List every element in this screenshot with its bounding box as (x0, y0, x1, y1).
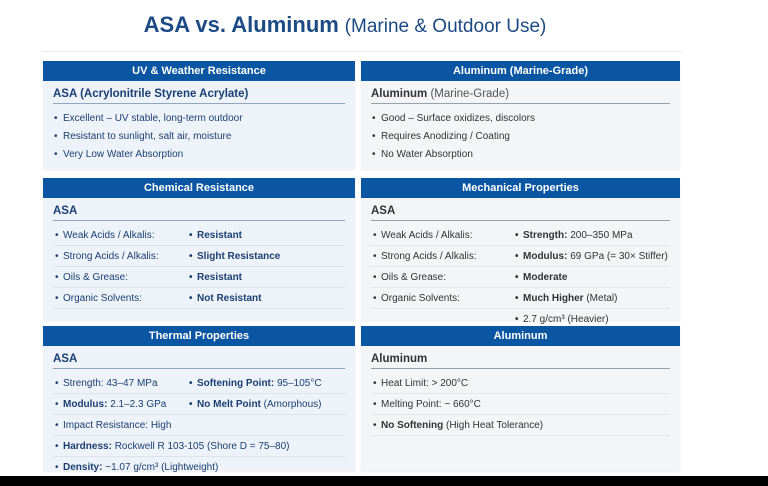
property-table (371, 225, 670, 329)
list-item: • Resistant to sunlight, salt air, moisture (53, 128, 345, 146)
list-item: • No Water Absorption (371, 146, 670, 164)
property-table (53, 373, 345, 477)
card-header: Mechanical Properties (361, 178, 680, 198)
table-row: • Weak Acids / Alkalis: • Resistant (53, 225, 345, 246)
property-table (53, 225, 345, 309)
list-item: • Very Low Water Absorption (53, 146, 345, 164)
table-row: • Strong Acids / Alkalis: • Modulus: 69 GPa (= 30× Stiffer) (371, 246, 670, 267)
card-header: UV & Weather Resistance (43, 61, 355, 81)
title-divider (42, 51, 682, 52)
table-row: • 2.7 g/cm³ (Heavier) (371, 309, 670, 329)
table-row: • Strength: 43–47 MPa • Softening Point: 95–105°C (53, 373, 345, 394)
table-row: • Impact Resistance: High (53, 415, 345, 436)
thermal-properties-card (43, 326, 355, 471)
title-sub: (Marine & Outdoor Use) (344, 16, 547, 37)
card-subheading: ASA (371, 205, 670, 221)
table-row: • Heat Limit: > 200°C (371, 373, 670, 394)
uv-weather-card (43, 61, 355, 169)
table-row: • Melting Point: ~ 660°C (371, 394, 670, 415)
card-header: Aluminum (361, 326, 680, 346)
table-row: • Oils & Grease: • Moderate (371, 267, 670, 288)
card-subheading: ASA (Acrylonitrile Styrene Acrylate) (53, 88, 345, 104)
card-header: Chemical Resistance (43, 178, 355, 198)
bullet-list (361, 110, 680, 164)
table-row: • Oils & Grease: • Resistant (53, 267, 345, 288)
card-subheading: ASA (53, 205, 345, 221)
list-item: • Excellent – UV stable, long-term outdoor (53, 110, 345, 128)
table-row: • Strong Acids / Alkalis: • Slight Resistance (53, 246, 345, 267)
card-header: Thermal Properties (43, 326, 355, 346)
aluminum-marine-card (361, 61, 680, 169)
bottom-black-bar (0, 476, 768, 486)
table-row: • Density: ~1.07 g/cm³ (Lightweight) (53, 457, 345, 477)
title-main: ASA vs. Aluminum (143, 12, 339, 37)
property-table (371, 373, 670, 436)
table-row: • Organic Solvents: • Not Resistant (53, 288, 345, 309)
table-row: • Weak Acids / Alkalis: • Strength: 200–350 MPa (371, 225, 670, 246)
card-subheading: Aluminum (Marine-Grade) (371, 88, 670, 104)
card-header: Aluminum (Marine-Grade) (361, 61, 680, 81)
bullet-list (43, 110, 355, 164)
table-row: • Hardness: Rockwell R 103-105 (Shore D = 75–80) (53, 436, 345, 457)
chemical-resistance-card (43, 178, 355, 320)
table-row: • Organic Solvents: • Much Higher (Metal) (371, 288, 670, 309)
list-item: • Good – Surface oxidizes, discolors (371, 110, 670, 128)
card-subheading: ASA (53, 353, 345, 369)
table-row: • Modulus: 2.1–2.3 GPa • No Melt Point (Amorphous) (53, 394, 345, 415)
table-row: • No Softening (High Heat Tolerance) (371, 415, 670, 436)
card-subheading: Aluminum (371, 353, 670, 369)
page-title (0, 10, 690, 42)
aluminum-thermal-card (361, 326, 680, 471)
mechanical-properties-card (361, 178, 680, 325)
list-item: • Requires Anodizing / Coating (371, 128, 670, 146)
